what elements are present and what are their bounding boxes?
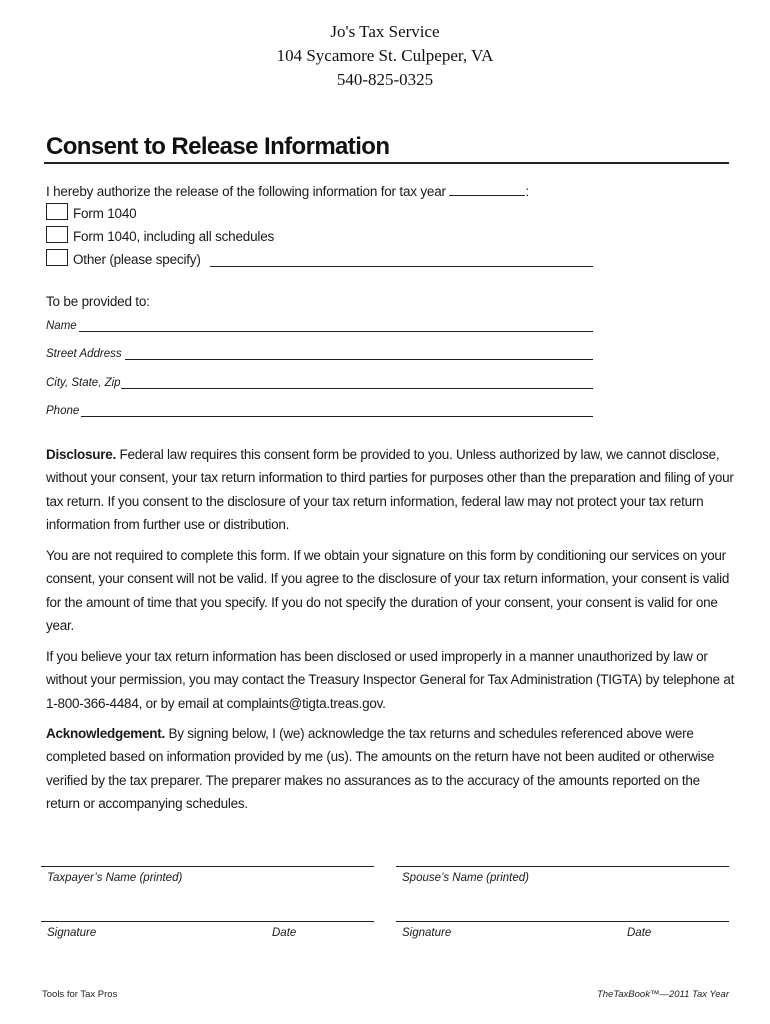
form-1040-label: Form 1040 [73, 206, 137, 221]
name-field[interactable] [79, 331, 593, 332]
taxpayer-name-label: Taxpayer’s Name (printed) [47, 872, 183, 884]
spouse-date-label: Date [627, 927, 652, 939]
other-specify-field[interactable] [210, 266, 593, 267]
spouse-name-field[interactable] [396, 866, 729, 867]
spouse-signature-field[interactable] [396, 921, 729, 922]
city-state-zip-field[interactable] [121, 388, 593, 389]
name-label: Name [46, 320, 77, 332]
other-checkbox[interactable] [46, 249, 68, 266]
taxpayer-date-label: Date [272, 927, 297, 939]
form-1040-checkbox[interactable] [46, 203, 68, 220]
disclosure-heading: Disclosure. [46, 447, 117, 462]
authorize-text: I hereby authorize the release of the following information for tax year [46, 184, 446, 199]
taxpayer-signature-label: Signature [47, 927, 97, 939]
business-address: 104 Sycamore St. Culpeper, VA [276, 46, 494, 65]
form-1040-all-schedules-label: Form 1040, including all schedules [73, 229, 275, 244]
spouse-name-label: Spouse’s Name (printed) [402, 872, 529, 884]
street-address-label: Street Address [46, 348, 122, 360]
taxpayer-name-field[interactable] [41, 866, 374, 867]
street-address-field[interactable] [125, 359, 593, 360]
phone-field[interactable] [81, 416, 593, 417]
consent-validity-paragraph: You are not required to complete this form. If we obtain your signature on this form by conditioning our services on your consent, your consent will not be valid. If you agree to the disclosure of your tax return information, your consent is valid for the amount of time that you specify. If you do not specify the duration of your consent, your consent is valid for one year. [46, 548, 730, 633]
authorize-suffix: : [525, 184, 529, 199]
disclosure-text: Federal law requires this consent form be provided to you. Unless authorized by law, we cannot disclose, without your consent, your tax return information to third parties for purposes other than the preparation and filing of your tax return. If you consent to the disclosure of your tax return information, federal law may not protect your tax return information from further use or distribution. [46, 447, 734, 532]
spouse-signature-label: Signature [402, 927, 452, 939]
taxpayer-signature-field[interactable] [41, 921, 374, 922]
tigta-paragraph: If you believe your tax return information has been disclosed or used improperly in a manner unauthorized by law or without your permission, you may contact the Treasury Inspector General for Tax Administration (TIGTA) by telephone at 1-800-366-4484, or by email at complaints@tigta.treas.gov. [46, 649, 735, 711]
tax-year-field[interactable] [449, 183, 525, 196]
form-title: Consent to Release Information [46, 133, 390, 160]
acknowledgement-heading: Acknowledgement. [46, 726, 166, 741]
disclosure-paragraph [46, 443, 736, 536]
provided-to-heading: To be provided to: [46, 294, 150, 309]
form-1040-all-schedules-checkbox[interactable] [46, 226, 68, 243]
business-name: Jo's Tax Service [330, 22, 440, 41]
footer-right: TheTaxBook™—2011 Tax Year [596, 989, 729, 1000]
other-label: Other (please specify) [73, 252, 201, 267]
business-phone: 540-825-0325 [336, 70, 434, 89]
footer-left: Tools for Tax Pros [42, 989, 118, 1000]
city-state-zip-label: City, State, Zip [46, 377, 121, 389]
authorize-statement [46, 183, 529, 199]
phone-label: Phone [46, 405, 80, 417]
acknowledgement-paragraph [46, 722, 736, 815]
acknowledgement-text: By signing below, I (we) acknowledge the tax returns and schedules referenced above were completed based on information provided by me (us). The amounts on the return have not been audited or otherwise verified by the tax preparer. The preparer makes no assurances as to the accuracy of the amounts reported on the return or accompanying schedules. [46, 726, 715, 811]
title-divider [44, 162, 729, 164]
